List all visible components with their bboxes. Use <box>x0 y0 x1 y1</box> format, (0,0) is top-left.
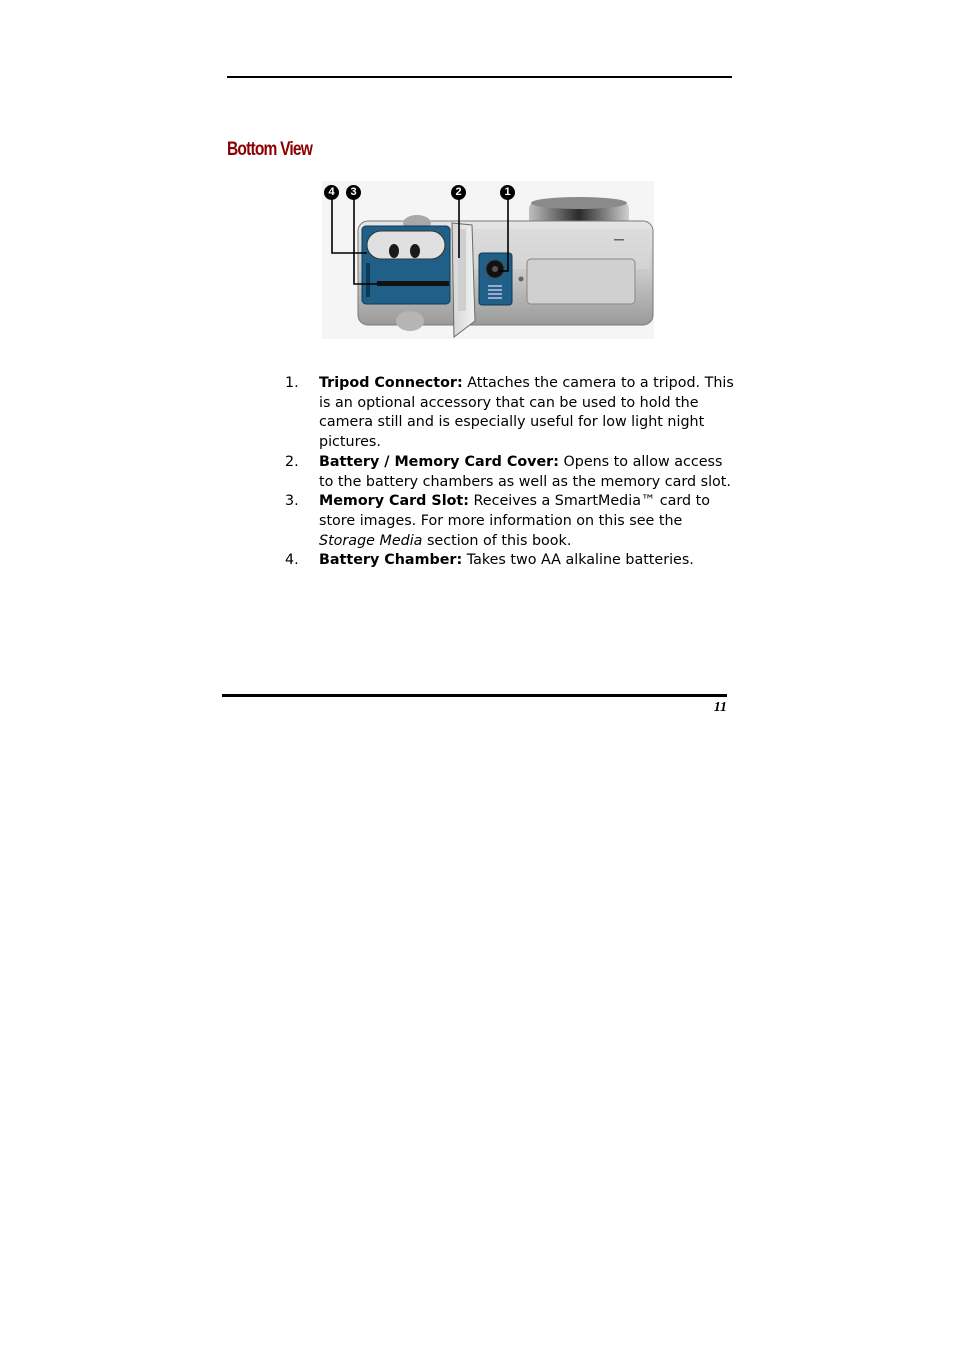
item-description: Attaches the camera to a tripod. This is an optional accessory that can be used to hold the camera still and is especially useful for low light night pictures. <box>319 375 734 451</box>
camera-bottom-view-figure <box>322 181 654 339</box>
camera-bottom-illustration <box>322 181 654 339</box>
item-number: 1. <box>285 375 299 391</box>
callout-2: 2 <box>451 185 466 200</box>
item-description-continued: section of this book. <box>422 532 572 549</box>
item-description: Takes two AA alkaline batteries. <box>462 552 694 569</box>
page-number: 11 <box>713 700 727 715</box>
parts-list <box>285 374 735 571</box>
section-heading: Bottom View <box>227 139 313 160</box>
item-term: Tripod Connector: <box>319 375 463 391</box>
callout-4: 4 <box>324 185 339 200</box>
list-item <box>285 374 735 453</box>
list-item <box>285 453 735 492</box>
header-rule <box>227 76 732 78</box>
item-number: 2. <box>285 453 299 470</box>
item-description: Receives a SmartMedia™ card to store images. For more information on this see the <box>319 493 711 529</box>
item-term: Memory Card Slot: <box>319 493 469 510</box>
item-number: 4. <box>285 552 299 569</box>
list-item <box>285 492 735 551</box>
callout-3: 3 <box>346 185 361 200</box>
list-item <box>285 551 735 571</box>
item-term: Battery Chamber: <box>319 552 463 569</box>
item-italic-reference: Storage Media <box>319 532 423 549</box>
item-term: Battery / Memory Card Cover: <box>319 453 559 470</box>
item-number: 3. <box>285 493 299 510</box>
callout-1: 1 <box>500 185 515 200</box>
item-description: Opens to allow access to the battery chambers as well as the memory card slot. <box>319 453 731 490</box>
footer-rule <box>222 694 727 697</box>
